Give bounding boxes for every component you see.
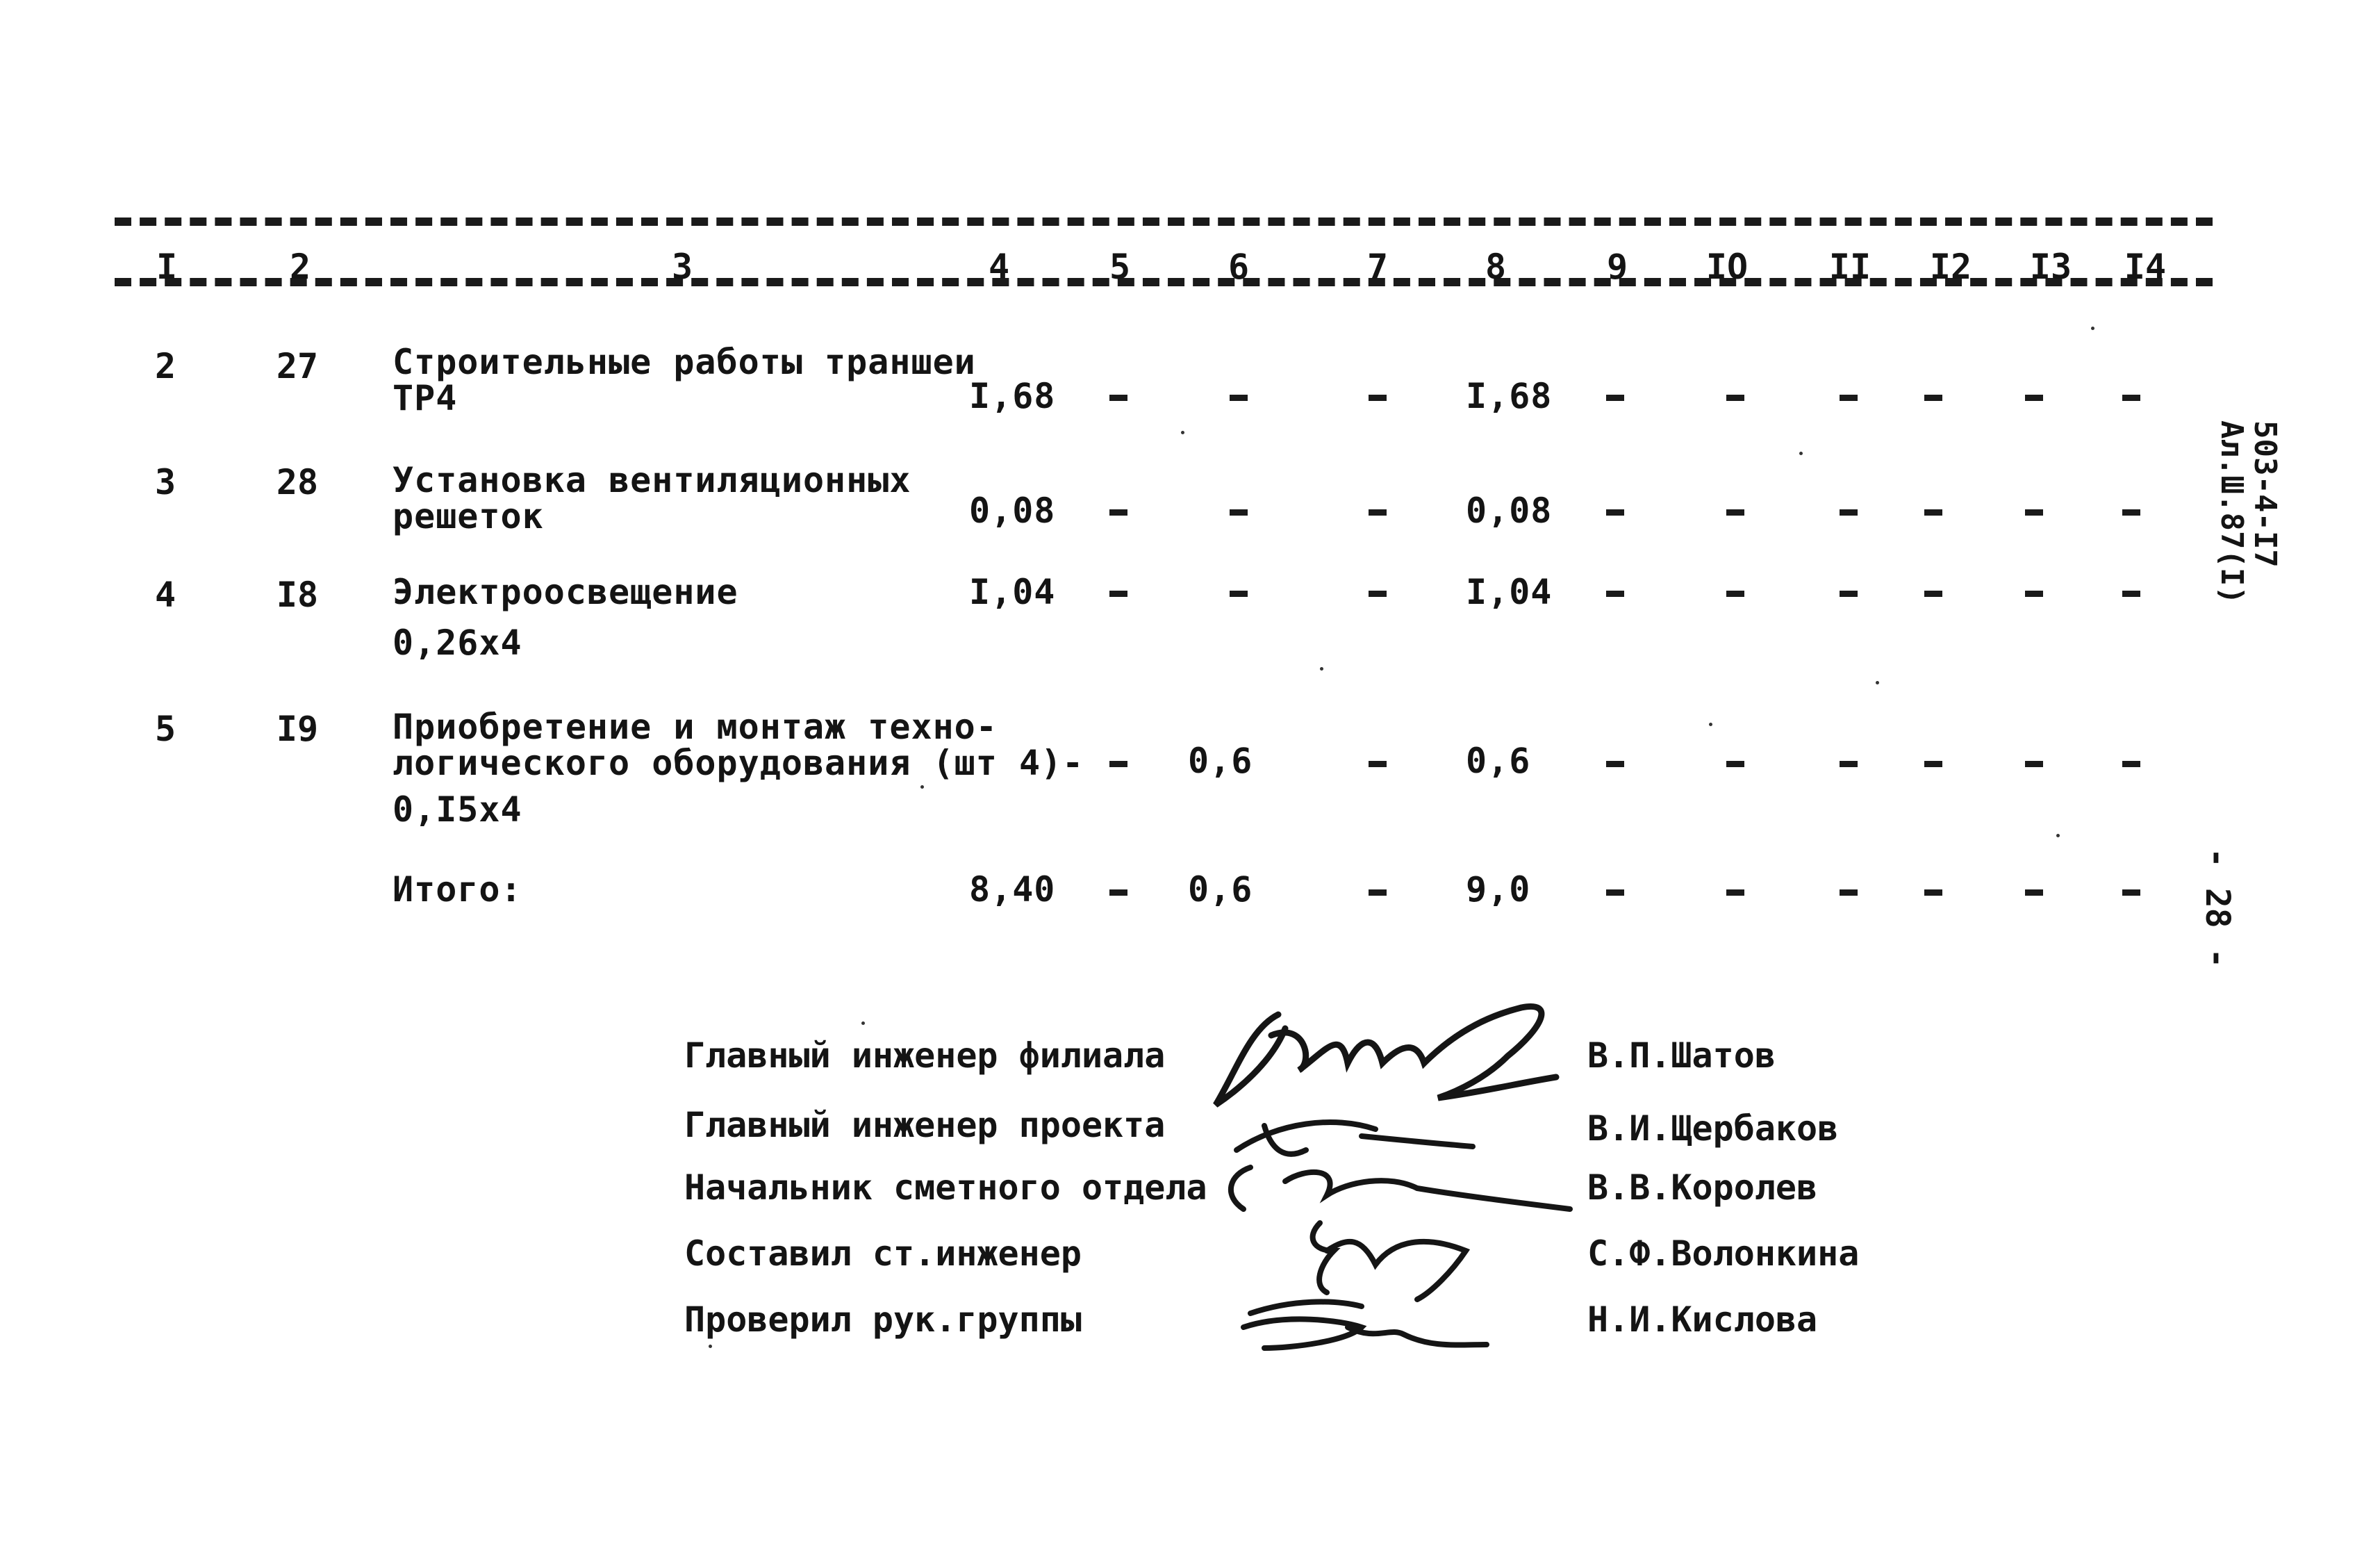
row-work-quantity: 0,I5х4 [392, 789, 522, 830]
scan-speck [1320, 667, 1323, 671]
row-col11-dash [1840, 591, 1858, 597]
row-col5-dash [1109, 395, 1127, 401]
row-col4: I,68 [969, 376, 1056, 416]
row-col8: 0,08 [1466, 491, 1553, 531]
row-code: 28 [276, 462, 319, 502]
signature-role: Проверил рук.группы [684, 1299, 1082, 1340]
scan-speck [2091, 327, 2094, 330]
total-col9-dash [1606, 889, 1624, 896]
row-col5-dash [1109, 591, 1127, 597]
row-col7-dash [1369, 395, 1387, 401]
scan-speck [1799, 452, 1803, 455]
handwritten-signature-1 [1195, 987, 1584, 1126]
row-col14-dash [2122, 761, 2140, 767]
scan-speck [1181, 431, 1184, 434]
col-header-5: 5 [1109, 247, 1131, 287]
signature-role: Главный инженер филиала [684, 1035, 1166, 1076]
col-header-14: I4 [2124, 247, 2167, 287]
signature-name: С.Ф.Волонкина [1587, 1233, 1860, 1274]
row-col11-dash [1840, 395, 1858, 401]
scan-speck [709, 1345, 712, 1348]
row-col14-dash [2122, 591, 2140, 597]
scan-speck [2056, 834, 2060, 837]
row-col9-dash [1606, 509, 1624, 516]
row-col7-dash [1369, 591, 1387, 597]
row-col13-dash [2025, 761, 2043, 767]
row-col6: 0,6 [1188, 741, 1253, 781]
header-bottom-rule [115, 278, 2213, 286]
scan-speck [920, 785, 924, 789]
row-code: I8 [276, 575, 319, 615]
row-col14-dash [2122, 395, 2140, 401]
row-col12-dash [1924, 395, 1942, 401]
row-work-name: Электроосвещение [392, 572, 738, 612]
total-col12-dash [1924, 889, 1942, 896]
row-col6-dash [1230, 395, 1248, 401]
row-col11-dash [1840, 509, 1858, 516]
col-header-10: IO [1705, 247, 1749, 287]
total-col11-dash [1840, 889, 1858, 896]
row-col5-dash [1109, 761, 1127, 767]
row-col12-dash [1924, 591, 1942, 597]
signature-name: Н.И.Кислова [1587, 1299, 1818, 1340]
total-col14-dash [2122, 889, 2140, 896]
total-label: Итого: [392, 869, 522, 910]
signature-name: В.И.Щербаков [1587, 1108, 1839, 1149]
total-col13-dash [2025, 889, 2043, 896]
row-col10-dash [1726, 591, 1744, 597]
row-col8: 0,6 [1466, 741, 1531, 781]
row-number: 2 [154, 346, 176, 386]
col-header-9: 9 [1606, 247, 1628, 287]
col-header-13: I3 [2029, 247, 2072, 287]
total-col7-dash [1369, 889, 1387, 896]
scan-speck [861, 1021, 865, 1025]
signature-role: Начальник сметного отдела [684, 1167, 1207, 1208]
row-code: I9 [276, 709, 319, 749]
col-header-7: 7 [1366, 247, 1389, 287]
row-col9-dash [1606, 591, 1624, 597]
row-col11-dash [1840, 761, 1858, 767]
signature-role: Главный инженер проекта [684, 1105, 1166, 1145]
row-col6-dash [1230, 509, 1248, 516]
row-col14-dash [2122, 509, 2140, 516]
row-number: 5 [154, 709, 176, 749]
row-col13-dash [2025, 591, 2043, 597]
row-col7-dash [1369, 509, 1387, 516]
row-col13-dash [2025, 509, 2043, 516]
row-col12-dash [1924, 509, 1942, 516]
row-work-name: Установка вентиляционных решеток [392, 460, 911, 536]
row-work-quantity: 0,26х4 [392, 623, 522, 663]
row-col10-dash [1726, 395, 1744, 401]
col-header-8: 8 [1485, 247, 1507, 287]
row-number: 3 [154, 462, 176, 502]
page-number: - 28 - [2198, 848, 2237, 969]
row-col13-dash [2025, 395, 2043, 401]
signature-name: В.В.Королев [1587, 1167, 1818, 1208]
header-top-rule [115, 217, 2213, 226]
row-col7-dash [1369, 761, 1387, 767]
row-col6-dash [1230, 591, 1248, 597]
scan-speck [1709, 723, 1712, 726]
scan-speck [1876, 681, 1879, 684]
row-col10-dash [1726, 761, 1744, 767]
row-work-name: Строительные работы траншеи ТР4 [392, 342, 976, 418]
row-code: 27 [276, 346, 319, 386]
row-col4: I,04 [969, 572, 1056, 612]
signature-role: Составил ст.инженер [684, 1233, 1082, 1274]
col-header-12: I2 [1929, 247, 1972, 287]
handwritten-signature-5 [1223, 1286, 1501, 1362]
row-work-name: Приобретение и монтаж техно- логического оборудования (шт 4)- [392, 707, 1084, 783]
col-header-4: 4 [988, 247, 1010, 287]
col-header-11: II [1828, 247, 1871, 287]
row-number: 4 [154, 575, 176, 615]
row-col4: 0,08 [969, 491, 1056, 531]
col-header-2: 2 [289, 247, 311, 287]
total-col5-dash [1109, 889, 1127, 896]
row-col10-dash [1726, 509, 1744, 516]
row-col9-dash [1606, 395, 1624, 401]
col-header-6: 6 [1228, 247, 1250, 287]
col-header-1: I [156, 247, 178, 287]
row-col12-dash [1924, 761, 1942, 767]
row-col9-dash [1606, 761, 1624, 767]
total-col10-dash [1726, 889, 1744, 896]
row-col8: I,68 [1466, 376, 1553, 416]
total-col4: 8,40 [969, 869, 1056, 910]
document-code: 503-4-I7 Ал.Ш.87(I) [2214, 420, 2283, 605]
total-col6: 0,6 [1188, 869, 1253, 910]
col-header-3: 3 [671, 247, 693, 287]
row-col8: I,04 [1466, 572, 1553, 612]
total-col8: 9,0 [1466, 869, 1531, 910]
signature-name: В.П.Шатов [1587, 1035, 1776, 1076]
row-col5-dash [1109, 509, 1127, 516]
